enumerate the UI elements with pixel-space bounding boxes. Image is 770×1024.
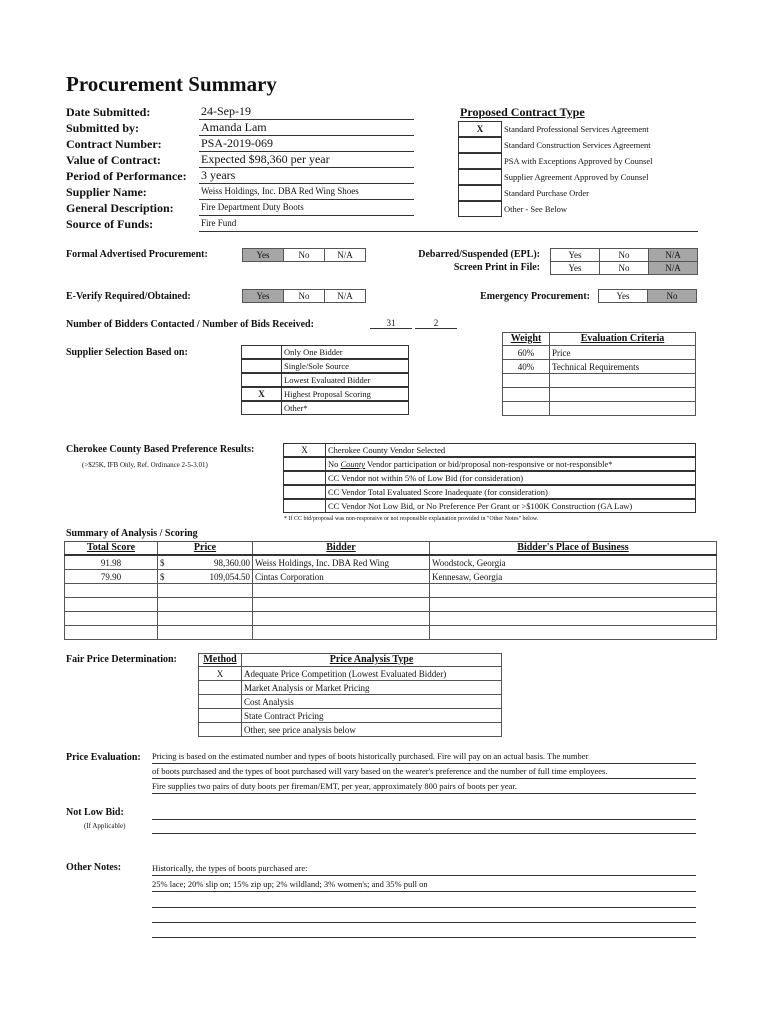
screen-print-label: Screen Print in File: [453,262,540,273]
analysis-table [64,541,717,640]
cherokee-option[interactable] [283,499,696,513]
cherokee-option[interactable] [283,443,696,457]
page-title: Procurement Summary [66,72,277,96]
other-notes-blank-line [152,923,696,938]
other-notes-line: 25% lace; 20% slip on; 15% zip up; 2% wildland; 3% women's; and 35% pull on [152,877,696,892]
formal-options [242,248,366,262]
fair-price-label-text: Adequate Price Competition (Lowest Evaluated Bidder) [242,667,502,681]
fair-price-label-text: State Contract Pricing [242,709,502,723]
emergency-no-button[interactable]: No [647,289,697,303]
criteria-row [503,346,696,360]
supplier-value: Weiss Holdings, Inc. DBA Red Wing Shoes [199,184,414,200]
contract-type-checkbox[interactable] [458,185,502,201]
date-label: Date Submitted: [66,105,151,119]
analysis-price-value: 98,360.00 [214,557,250,568]
cherokee-checkbox[interactable] [283,499,326,513]
everify-na-button[interactable]: N/A [324,289,366,303]
selection-label-text: Other* [281,401,409,415]
criteria-name: Price [550,346,696,360]
analysis-currency: $ [160,557,165,568]
not-low-label: Not Low Bid: [66,807,124,818]
analysis-row [65,555,717,570]
analysis-price-value: 109,054.50 [209,571,250,582]
contract-type-checkbox[interactable]: X [458,121,502,137]
emergency-options [598,289,697,303]
period-label: Period of Performance: [66,169,187,183]
analysis-bidder [253,584,430,598]
funds-value: Fire Fund [199,216,698,232]
weight-header: Weight [503,333,550,346]
analysis-row [65,626,717,640]
not-low-line-1 [152,806,696,820]
bids-received: 2 [415,318,457,329]
analysis-score: 91.98 [65,555,158,570]
formal-no-button[interactable]: No [283,248,325,262]
cherokee-sub: (>$25K, IFB Only, Ref. Ordinance 2-5-3.01) [82,461,208,469]
analysis-bidder: Cintas Corporation [253,570,430,584]
debarred-options [550,248,698,262]
analysis-header: Bidder [253,542,430,556]
selection-option[interactable] [241,359,409,373]
fair-price-label: Fair Price Determination: [66,654,177,665]
description-label: General Description: [66,201,174,215]
fair-price-label-text: Other, see price analysis below [242,723,502,737]
price-type-header: Price Analysis Type [242,654,502,667]
formal-label: Formal Advertised Procurement: [66,249,208,260]
fair-price-checkbox[interactable] [199,681,242,695]
cherokee-option[interactable] [283,485,696,499]
criteria-weight [503,388,550,402]
period-value: 3 years [199,168,414,184]
criteria-row [503,402,696,416]
debarred-yes-button[interactable]: Yes [550,248,600,262]
selection-label-text: Only One Bidder [281,345,409,359]
cherokee-footnote: * If CC bid/proposal was non-responsive or not responsible explanation provided in "Other Notes" below. [284,516,539,522]
cherokee-option[interactable] [283,457,696,471]
analysis-bidder [253,612,430,626]
supplier-label: Supplier Name: [66,185,147,199]
formal-na-button[interactable]: N/A [324,248,366,262]
contract-type-option[interactable] [458,185,653,201]
price-eval-line: Fire supplies two pairs of duty boots per fireman/EMT, per year, approximately 800 pairs of boots per year. [152,780,696,794]
other-notes-blank-line [152,893,696,908]
analysis-bidder [253,598,430,612]
analysis-price [158,570,253,584]
screen-print-yes-button[interactable]: Yes [550,261,600,275]
contract-type-label: PSA with Exceptions Approved by Counsel [504,156,653,166]
contract-type-checkbox[interactable] [458,201,502,217]
not-low-line-2 [152,820,696,834]
criteria-header: Evaluation Criteria [550,333,696,346]
selection-option[interactable] [241,373,409,387]
debarred-no-button[interactable]: No [599,248,649,262]
contract-type-checkbox[interactable] [458,169,502,185]
analysis-header: Total Score [65,542,158,556]
contract-type-list [458,121,653,217]
not-low-sub: (If Applicable) [84,822,126,830]
everify-options [242,289,366,303]
cherokee-option[interactable] [283,471,696,485]
cherokee-checkbox[interactable] [283,485,326,499]
fair-price-table-wrap [198,653,502,737]
selection-checkbox[interactable] [241,373,282,387]
contract-type-label: Other - See Below [504,204,568,214]
analysis-price [158,598,253,612]
analysis-score: 79.90 [65,570,158,584]
analysis-row [65,612,717,626]
analysis-price [158,555,253,570]
criteria-name: Technical Requirements [550,360,696,374]
contract-type-option[interactable] [458,121,653,137]
cherokee-checkbox[interactable]: X [283,443,326,457]
bidders-label: Number of Bidders Contacted / Number of Bids Received: [66,319,314,330]
selection-option[interactable] [241,401,409,415]
submitted-label: Submitted by: [66,121,140,135]
criteria-row [503,374,696,388]
analysis-table-wrap [64,541,717,640]
selection-option[interactable] [241,345,409,359]
analysis-row [65,598,717,612]
cherokee-option-label: CC Vendor not within 5% of Low Bid (for consideration) [325,471,696,485]
criteria-table [502,332,696,416]
cherokee-option-label: CC Vendor Not Low Bid, or No Preference Per Grant or >$100K Construction (GA Law) [325,499,696,513]
analysis-price [158,626,253,640]
analysis-row [65,584,717,598]
analysis-header: Bidder's Place of Business [430,542,717,556]
fair-price-table [198,653,502,737]
fair-price-option[interactable] [199,667,502,681]
criteria-name [550,374,696,388]
other-notes-lines [152,861,696,938]
contract-type-option[interactable] [458,169,653,185]
analysis-score [65,598,158,612]
contract-type-option[interactable] [458,201,653,217]
debarred-na-button[interactable]: N/A [648,248,698,262]
contract-type-label: Standard Purchase Order [504,188,589,198]
selection-label-text: Highest Proposal Scoring [281,387,409,401]
criteria-weight [503,402,550,416]
analysis-place: Woodstock, Georgia [430,555,717,570]
other-notes-line: Historically, the types of boots purchased are: [152,861,696,876]
analysis-heading: Summary of Analysis / Scoring [66,528,198,539]
cherokee-checkbox[interactable] [283,457,326,471]
cherokee-list [283,443,696,513]
analysis-place: Kennesaw, Georgia [430,570,717,584]
fair-price-label-text: Cost Analysis [242,695,502,709]
analysis-score [65,612,158,626]
value-value: Expected $98,360 per year [199,152,414,168]
analysis-place [430,626,717,640]
description-value: Fire Department Duty Boots [199,200,414,216]
debarred-label: Debarred/Suspended (EPL): [418,249,540,260]
criteria-weight: 60% [503,346,550,360]
price-eval-line: of boots purchased and the types of boot purchased will vary based on the wearer's preference and the number of full time employees. [152,765,696,779]
submitted-value: Amanda Lam [199,120,414,136]
analysis-bidder [253,626,430,640]
analysis-price [158,584,253,598]
analysis-place [430,584,717,598]
selection-label-text: Single/Sole Source [281,359,409,373]
screen-print-na-button[interactable]: N/A [648,261,698,275]
fair-price-option[interactable] [199,695,502,709]
criteria-row [503,360,696,374]
selection-list [241,345,409,415]
fair-price-option[interactable] [199,709,502,723]
fair-price-checkbox[interactable] [199,723,242,737]
contract-type-checkbox[interactable] [458,153,502,169]
contract-type-checkbox[interactable] [458,137,502,153]
analysis-place [430,612,717,626]
analysis-row [65,570,717,584]
date-value: 24-Sep-19 [199,104,414,120]
criteria-name [550,388,696,402]
selection-checkbox[interactable] [241,401,282,415]
analysis-price [158,612,253,626]
criteria-table-wrap [502,332,696,416]
selection-option[interactable] [241,387,409,401]
price-eval-lines [152,750,696,795]
funds-label: Source of Funds: [66,217,154,231]
everify-label: E-Verify Required/Obtained: [66,291,191,302]
cherokee-option-label: No County Vendor participation or bid/proposal non-responsive or not-responsible* [325,457,696,471]
screen-print-no-button[interactable]: No [599,261,649,275]
fair-price-checkbox[interactable] [199,695,242,709]
selection-checkbox[interactable] [241,345,282,359]
everify-no-button[interactable]: No [283,289,325,303]
analysis-place [430,598,717,612]
contract-type-label: Standard Professional Services Agreement [504,124,649,134]
other-notes-label: Other Notes: [66,862,122,873]
contract-value: PSA-2019-069 [199,136,414,152]
method-header: Method [199,654,242,667]
formal-yes-button[interactable]: Yes [242,248,284,262]
contract-type-heading: Proposed Contract Type [460,105,585,119]
cherokee-option-label: CC Vendor Total Evaluated Score Inadequate (for consideration) [325,485,696,499]
selection-label: Supplier Selection Based on: [66,347,188,358]
contract-type-option[interactable] [458,153,653,169]
cherokee-option-label: Cherokee County Vendor Selected [325,443,696,457]
screen-print-options [550,261,698,275]
criteria-weight [503,374,550,388]
price-eval-line: Pricing is based on the estimated number and types of boots historically purchased. Fire will pay on an actual basis. The number [152,750,696,764]
criteria-row [503,388,696,402]
analysis-header: Price [158,542,253,556]
analysis-score [65,626,158,640]
analysis-score [65,584,158,598]
fair-price-label-text: Market Analysis or Market Pricing [242,681,502,695]
selection-label-text: Lowest Evaluated Bidder [281,373,409,387]
contract-type-label: Supplier Agreement Approved by Counsel [504,172,649,182]
fair-price-option[interactable] [199,723,502,737]
fair-price-option[interactable] [199,681,502,695]
fair-price-checkbox[interactable] [199,709,242,723]
other-notes-blank-line [152,908,696,923]
criteria-name [550,402,696,416]
fair-price-checkbox[interactable]: X [199,667,242,681]
selection-checkbox[interactable] [241,359,282,373]
contract-type-option[interactable] [458,137,653,153]
contract-type-label: Standard Construction Services Agreement [504,140,651,150]
emergency-label: Emergency Procurement: [480,291,590,302]
analysis-bidder: Weiss Holdings, Inc. DBA Red Wing [253,555,430,570]
everify-yes-button[interactable]: Yes [242,289,284,303]
bidders-contacted: 31 [370,318,412,329]
criteria-weight: 40% [503,360,550,374]
cherokee-label: Cherokee County Based Preference Results: [66,444,255,455]
selection-checkbox[interactable]: X [241,387,282,401]
value-label: Value of Contract: [66,153,161,167]
price-eval-label: Price Evaluation: [66,752,141,763]
emergency-yes-button[interactable]: Yes [598,289,648,303]
contract-label: Contract Number: [66,137,162,151]
analysis-currency: $ [160,571,165,582]
cherokee-checkbox[interactable] [283,471,326,485]
